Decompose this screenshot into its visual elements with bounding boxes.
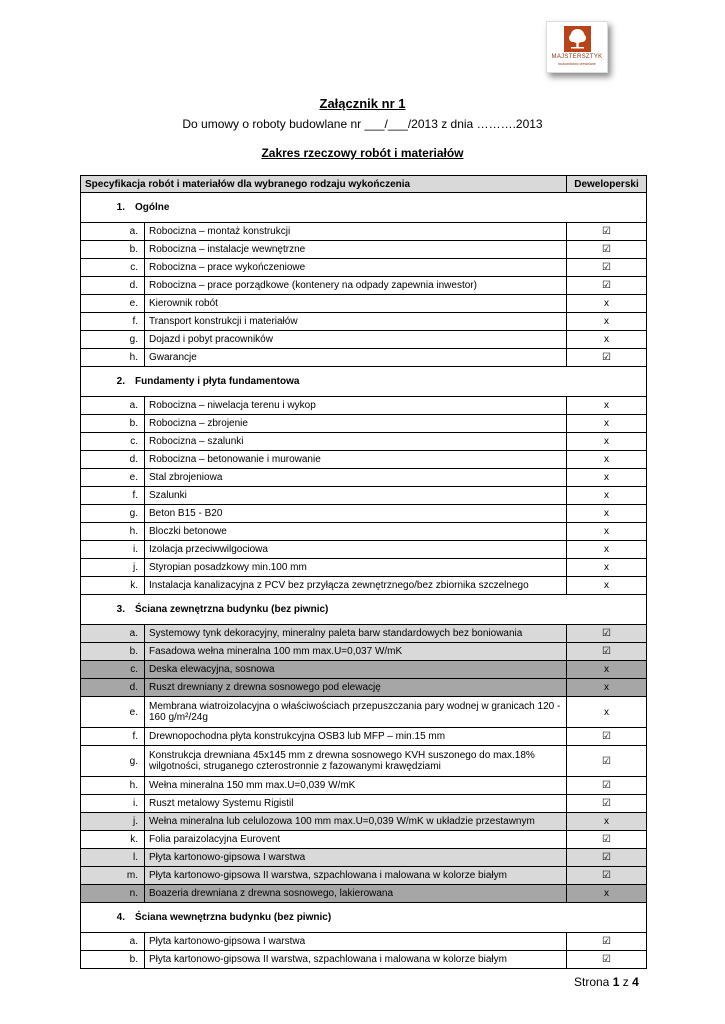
checked-box-icon: ☑: [567, 643, 647, 661]
item-index: m.: [81, 867, 145, 885]
item-description: Płyta kartonowo-gipsowa II warstwa, szpachlowana i malowana w kolorze białym: [145, 867, 567, 885]
table-row: [81, 746, 647, 777]
item-description: Stal zbrojeniowa: [145, 469, 567, 487]
item-index: n.: [81, 885, 145, 903]
item-description: Transport konstrukcji i materiałów: [145, 313, 567, 331]
item-description: Folia paraizolacyjna Eurovent: [145, 831, 567, 849]
section-heading: [81, 595, 647, 625]
scope-title: Zakres rzeczowy robót i materiałów: [261, 146, 464, 160]
item-index: i.: [81, 541, 145, 559]
footer-page: 1: [612, 975, 620, 989]
item-description: Robocizna – niwelacja terenu i wykop: [145, 397, 567, 415]
not-included-mark: x: [567, 451, 647, 469]
section-title: Ściana wewnętrzna budynku (bez piwnic): [135, 912, 332, 923]
item-description: Robocizna – montaż konstrukcji: [145, 223, 567, 241]
table-row: [81, 331, 647, 349]
header-developer: Deweloperski: [567, 176, 647, 193]
contract-subtitle: Do umowy o roboty budowlane nr ___/___/2013 z dnia ……….2013: [182, 117, 543, 131]
item-description: Boazeria drewniana z drewna sosnowego, lakierowana: [145, 885, 567, 903]
item-description: Płyta kartonowo-gipsowa II warstwa, szpachlowana i malowana w kolorze białym: [145, 951, 567, 969]
item-description: Styropian posadzkowy min.100 mm: [145, 559, 567, 577]
section-title: Fundamenty i płyta fundamentowa: [135, 376, 300, 387]
checked-box-icon: ☑: [567, 259, 647, 277]
table-row: [81, 831, 647, 849]
not-included-mark: x: [567, 541, 647, 559]
not-included-mark: x: [567, 433, 647, 451]
item-index: b.: [81, 241, 145, 259]
item-index: h.: [81, 777, 145, 795]
table-row: [81, 559, 647, 577]
table-row: [81, 523, 647, 541]
checked-box-icon: ☑: [567, 831, 647, 849]
item-index: k.: [81, 577, 145, 595]
section-row: [81, 367, 647, 397]
page-footer: [574, 975, 639, 989]
table-row: [81, 349, 647, 367]
table-row: [81, 813, 647, 831]
house-tree-icon: [564, 26, 591, 52]
table-row: [81, 933, 647, 951]
item-index: i.: [81, 795, 145, 813]
item-index: j.: [81, 813, 145, 831]
footer-total: 4: [632, 975, 639, 989]
item-description: Membrana wiatroizolacyjna o właściwościach przepuszczania pary wodnej w granicach 120 - 160 g/m²/24g: [145, 697, 567, 728]
checked-box-icon: ☑: [567, 795, 647, 813]
item-description: Wełna mineralna 150 mm max.U=0,039 W/mK: [145, 777, 567, 795]
item-index: g.: [81, 746, 145, 777]
table-row: [81, 295, 647, 313]
table-row: [81, 541, 647, 559]
table-header-row: [81, 176, 647, 193]
checked-box-icon: ☑: [567, 849, 647, 867]
checked-box-icon: ☑: [567, 625, 647, 643]
checked-box-icon: ☑: [567, 241, 647, 259]
footer-sep: z: [622, 975, 629, 989]
item-index: e.: [81, 469, 145, 487]
section-heading: [81, 367, 647, 397]
item-index: e.: [81, 295, 145, 313]
item-description: Robocizna – betonowanie i murowanie: [145, 451, 567, 469]
table-row: [81, 259, 647, 277]
not-included-mark: x: [567, 331, 647, 349]
item-description: Robocizna – zbrojenie: [145, 415, 567, 433]
not-included-mark: x: [567, 697, 647, 728]
checked-box-icon: ☑: [567, 746, 647, 777]
footer-prefix: Strona: [574, 975, 610, 989]
item-index: l.: [81, 849, 145, 867]
item-index: g.: [81, 505, 145, 523]
item-description: Ruszt drewniany z drewna sosnowego pod elewację: [145, 679, 567, 697]
table-row: [81, 469, 647, 487]
item-description: Dojazd i pobyt pracowników: [145, 331, 567, 349]
item-index: d.: [81, 679, 145, 697]
item-description: Fasadowa wełna mineralna 100 mm max.U=0,037 W/mK: [145, 643, 567, 661]
item-index: c.: [81, 661, 145, 679]
section-number: 2.: [116, 376, 125, 387]
table-row: [81, 397, 647, 415]
not-included-mark: x: [567, 885, 647, 903]
checked-box-icon: ☑: [567, 867, 647, 885]
header-specification: Specyfikacja robót i materiałów dla wybranego rodzaju wykończenia: [81, 176, 567, 193]
table-row: [81, 795, 647, 813]
item-index: f.: [81, 487, 145, 505]
table-row: [81, 223, 647, 241]
table-row: [81, 241, 647, 259]
item-index: g.: [81, 331, 145, 349]
table-row: [81, 487, 647, 505]
checked-box-icon: ☑: [567, 349, 647, 367]
not-included-mark: x: [567, 313, 647, 331]
item-description: Kierownik robót: [145, 295, 567, 313]
not-included-mark: x: [567, 559, 647, 577]
table-row: [81, 433, 647, 451]
item-index: a.: [81, 223, 145, 241]
item-description: Szalunki: [145, 487, 567, 505]
item-description: Płyta kartonowo-gipsowa I warstwa: [145, 849, 567, 867]
item-index: f.: [81, 728, 145, 746]
not-included-mark: x: [567, 295, 647, 313]
item-description: Bloczki betonowe: [145, 523, 567, 541]
item-description: Gwarancje: [145, 349, 567, 367]
item-description: Instalacja kanalizacyjna z PCV bez przyłącza zewnętrznego/bez zbiornika szczelnego: [145, 577, 567, 595]
item-description: Beton B15 - B20: [145, 505, 567, 523]
page-title: Załącznik nr 1: [319, 96, 406, 111]
item-index: j.: [81, 559, 145, 577]
item-description: Robocizna – instalacje wewnętrzne: [145, 241, 567, 259]
table-row: [81, 867, 647, 885]
section-row: [81, 595, 647, 625]
checked-box-icon: ☑: [567, 951, 647, 969]
table-row: [81, 951, 647, 969]
item-description: Ruszt metalowy Systemu Rigistil: [145, 795, 567, 813]
item-index: b.: [81, 415, 145, 433]
checked-box-icon: ☑: [567, 777, 647, 795]
not-included-mark: x: [567, 577, 647, 595]
item-description: Drewnopochodna płyta konstrukcyjna OSB3 lub MFP – min.15 mm: [145, 728, 567, 746]
not-included-mark: x: [567, 679, 647, 697]
not-included-mark: x: [567, 397, 647, 415]
table-row: [81, 697, 647, 728]
not-included-mark: x: [567, 523, 647, 541]
item-index: d.: [81, 451, 145, 469]
table-row: [81, 643, 647, 661]
company-logo: [546, 21, 608, 73]
item-index: a.: [81, 397, 145, 415]
checked-box-icon: ☑: [567, 933, 647, 951]
item-index: c.: [81, 433, 145, 451]
section-row: [81, 193, 647, 223]
table-row: [81, 679, 647, 697]
not-included-mark: x: [567, 487, 647, 505]
table-row: [81, 885, 647, 903]
item-index: h.: [81, 349, 145, 367]
item-description: Systemowy tynk dekoracyjny, mineralny paleta barw standardowych bez boniowania: [145, 625, 567, 643]
not-included-mark: x: [567, 661, 647, 679]
section-title: Ściana zewnętrzna budynku (bez piwnic): [135, 604, 329, 615]
item-index: k.: [81, 831, 145, 849]
item-index: f.: [81, 313, 145, 331]
item-description: Robocizna – prace porządkowe (kontenery na odpady zapewnia inwestor): [145, 277, 567, 295]
table-row: [81, 577, 647, 595]
table-row: [81, 505, 647, 523]
item-index: d.: [81, 277, 145, 295]
not-included-mark: x: [567, 469, 647, 487]
logo-tagline: budownictwo drewniane: [558, 62, 596, 66]
not-included-mark: x: [567, 415, 647, 433]
item-description: Konstrukcja drewniana 45x145 mm z drewna sosnowego KVH suszonego do max.18% wilgotności, struganego czterostronnie z fazowanymi krawędziami: [145, 746, 567, 777]
item-index: h.: [81, 523, 145, 541]
table-row: [81, 849, 647, 867]
item-index: b.: [81, 951, 145, 969]
not-included-mark: x: [567, 813, 647, 831]
item-description: Deska elewacyjna, sosnowa: [145, 661, 567, 679]
table-row: [81, 625, 647, 643]
checked-box-icon: ☑: [567, 223, 647, 241]
section-number: 4.: [116, 912, 125, 923]
table-row: [81, 415, 647, 433]
item-index: a.: [81, 933, 145, 951]
item-description: Płyta kartonowo-gipsowa I warstwa: [145, 933, 567, 951]
item-index: b.: [81, 643, 145, 661]
item-description: Wełna mineralna lub celulozowa 100 mm max.U=0,039 W/mK w układzie przestawnym: [145, 813, 567, 831]
item-index: a.: [81, 625, 145, 643]
item-description: Robocizna – szalunki: [145, 433, 567, 451]
item-index: c.: [81, 259, 145, 277]
section-title: Ogólne: [135, 202, 170, 213]
checked-box-icon: ☑: [567, 728, 647, 746]
section-number: 1.: [116, 202, 125, 213]
section-heading: [81, 903, 647, 933]
checked-box-icon: ☑: [567, 277, 647, 295]
section-row: [81, 903, 647, 933]
section-number: 3.: [116, 604, 125, 615]
table-row: [81, 661, 647, 679]
table-row: [81, 777, 647, 795]
table-row: [81, 728, 647, 746]
not-included-mark: x: [567, 505, 647, 523]
table-row: [81, 313, 647, 331]
specification-table: [80, 175, 647, 969]
section-heading: [81, 193, 647, 223]
logo-brand: MAJSTERSZTYK: [551, 54, 603, 60]
item-description: Robocizna – prace wykończeniowe: [145, 259, 567, 277]
table-row: [81, 451, 647, 469]
table-row: [81, 277, 647, 295]
item-description: Izolacja przeciwwilgociowa: [145, 541, 567, 559]
item-index: e.: [81, 697, 145, 728]
